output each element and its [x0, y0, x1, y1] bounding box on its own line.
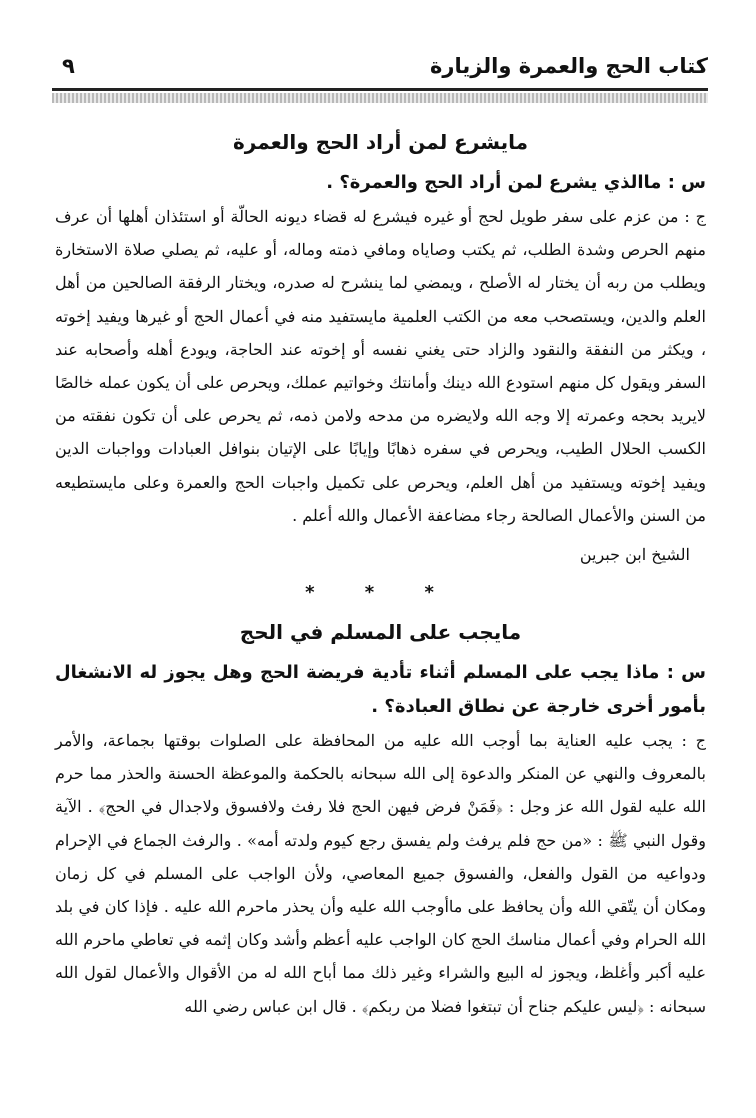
question-text: س : ماذا يجب على المسلم أثناء تأدية فريضة الحج وهل يجوز له الانشغال بأمور أخرى خارجة عن نطاق العبادة؟ . — [55, 662, 706, 718]
book-title: كتاب الحج والعمرة والزيارة — [429, 54, 708, 78]
header-rule — [52, 88, 708, 91]
answer-text: ج : يجب عليه العناية بما أوجب الله عليه من المحافظة على الصلوات بوقتها بجماعة، والأمر بالمعروف والنهي عن المنكر والدعوة إلى الله سبحانه بالحكمة والموعظة الحسنة والحذر مما حرم الله عليه لقول الله عز وجل : ﴿فَمَنْ فرض فيهن الحج فلا رفث ولافسوق ولاجدال في الحج﴾ . الآية وقول النبي ﷺ : «من حج فلم يرفث ولم يفسق رجع كيوم ولدته أمه» . والرفث الجماع في الإحرام ودواعيه من القول والفعل، والفسوق جميع المعاصي، ولأن الواجب على المسلم في كل زمان ومكان أن يتّقي الله وأن يحافظ على ماأوجب الله عليه وأن يحذر ماحرم الله عليه . فإذا كان في بلد الله الحرام وفي أعمال مناسك الحج كان الواجب عليه أعظم وأشد وكان إثمه في تعاطي ماحرم الله عليه أكبر وأغلظ، ويجوز له البيع والشراء وغير ذلك مما أباح الله له من الأقوال والأعمال لقول الله سبحانه : ﴿ليس عليكم جناح أن تبتغوا فضلا من ربكم﴾ . قال ابن عباس رضي الله — [55, 731, 707, 1016]
author-signature: الشيخ ابن جبرين — [579, 545, 690, 565]
question-text: س : ماالذي يشرع لمن أراد الحج والعمرة؟ . — [326, 172, 706, 193]
page-number: ٩ — [62, 54, 75, 78]
section-heading: مايجب على المسلم في الحج — [239, 620, 522, 645]
section-separator: * * * — [305, 582, 456, 604]
header-ornament-band — [52, 93, 708, 103]
section-heading: مايشرع لمن أراد الحج والعمرة — [232, 130, 529, 154]
answer-text: ج : من عزم على سفر طويل لحج أو غيره فيشرع له قضاء ديونه الحالّة أو استئذان أهلها أن عرف منهم الحرص وشدة الطلب، ثم يكتب وصاياه ومافي ذمته وماله، أو عليه، ثم يصلي صلاة الاستخارة ويطلب من ربه أن يختار له الأصلح ، ويمضي لما ينشرح له صدره، ويختار الرفقة الصالحين من أهل العلم والدين، ويستصحب معه من الكتب العلمية مايستفيد منه في أعمال الحج أو غيرها ويفيد إخوته ، ويكثر من النفقة والنقود والزاد حتى يغني نفسه أو إخوته عند الحاجة، ويودع أهله وأصحابه عند السفر ويقول كل منهم استودع الله دينك وأمانتك وخواتيم عملك، ويحرص على أن يكون عمله خالصًا لايريد بحجه وعمرته إلا وجه الله ولايضره من مدحه ولامن ذمه، ثم يحرص على أن تكون نفقته من الكسب الحلال الطيب، ويحرص في سفره ذهابًا وإيابًا على الإتيان بنوافل العبادات وواجبات الدين ويفيد إخوته ويستفيد من أهل العلم، ويحرص على تكميل واجبات الحج والعمرة وعلى مايستطيعه من السنن والأعمال الصالحة رجاء مضاعفة الأعمال والله أعلم . — [55, 207, 706, 525]
running-header — [52, 54, 708, 90]
page-body — [55, 124, 706, 1023]
